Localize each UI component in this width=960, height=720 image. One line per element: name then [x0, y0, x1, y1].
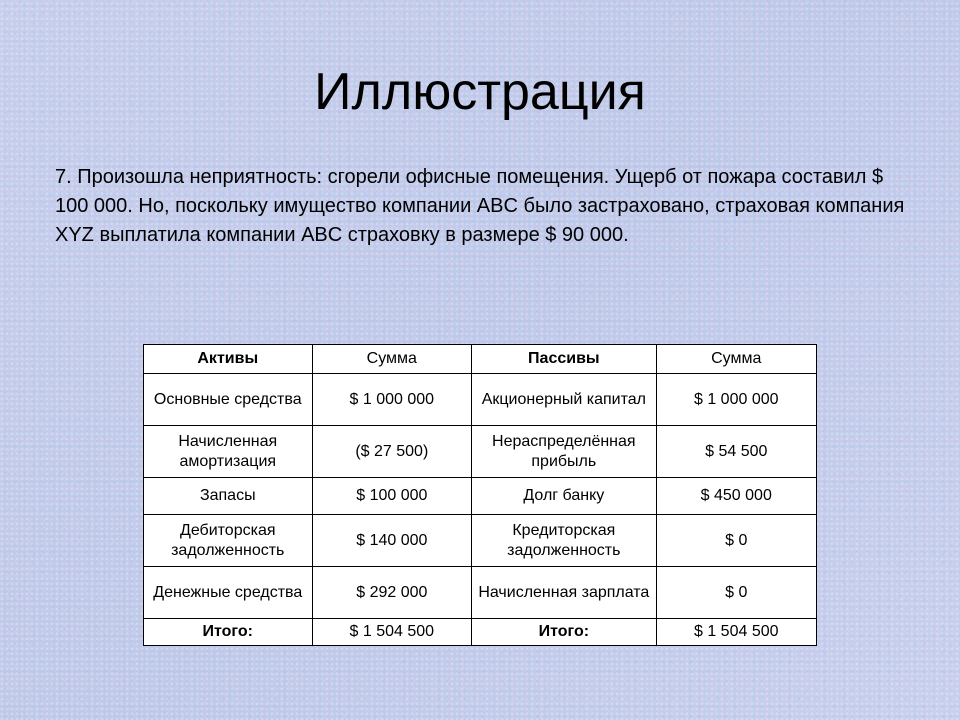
liability-name: Долг банку	[472, 478, 656, 515]
table-row	[144, 426, 817, 478]
total-liabilities-amount: $ 1 504 500	[656, 619, 816, 646]
liability-amount: $ 450 000	[656, 478, 816, 515]
total-liabilities-label: Итого:	[472, 619, 656, 646]
header-amount-liabilities: Сумма	[656, 345, 816, 374]
liability-name: Начисленная зарплата	[472, 567, 656, 619]
asset-amount: $ 140 000	[312, 515, 472, 567]
liability-amount: $ 1 000 000	[656, 374, 816, 426]
liability-amount: $ 0	[656, 515, 816, 567]
liability-amount: $ 0	[656, 567, 816, 619]
asset-amount: $ 292 000	[312, 567, 472, 619]
asset-amount: $ 1 000 000	[312, 374, 472, 426]
table-header-row	[144, 345, 817, 374]
header-liabilities: Пассивы	[472, 345, 656, 374]
slide-text: 7. Произошла неприятность: сгорели офисные помещения. Ущерб от пожара составил $ 100 000. Но, поскольку имущество компании ABC было застраховано, страховая компания XYZ выплатила компании ABC страховку в размере $ 90 000.	[55, 166, 905, 246]
liability-name: Кредиторская задолженность	[472, 515, 656, 567]
table-row	[144, 515, 817, 567]
asset-name: Начисленная амортизация	[144, 426, 313, 478]
asset-amount: $ 100 000	[312, 478, 472, 515]
table-row	[144, 374, 817, 426]
header-assets: Активы	[144, 345, 313, 374]
asset-amount: ($ 27 500)	[312, 426, 472, 478]
asset-name: Дебиторская задолженность	[144, 515, 313, 567]
asset-name: Основные средства	[144, 374, 313, 426]
balance-table	[143, 344, 817, 646]
table-total-row	[144, 619, 817, 646]
table-row	[144, 567, 817, 619]
header-amount-assets: Сумма	[312, 345, 472, 374]
liability-name: Акционерный капитал	[472, 374, 656, 426]
liability-name: Нераспределённая прибыль	[472, 426, 656, 478]
asset-name: Запасы	[144, 478, 313, 515]
slide-title: Иллюстрация	[314, 63, 646, 121]
total-assets-amount: $ 1 504 500	[312, 619, 472, 646]
liability-amount: $ 54 500	[656, 426, 816, 478]
asset-name: Денежные средства	[144, 567, 313, 619]
total-assets-label: Итого:	[144, 619, 313, 646]
table-row	[144, 478, 817, 515]
